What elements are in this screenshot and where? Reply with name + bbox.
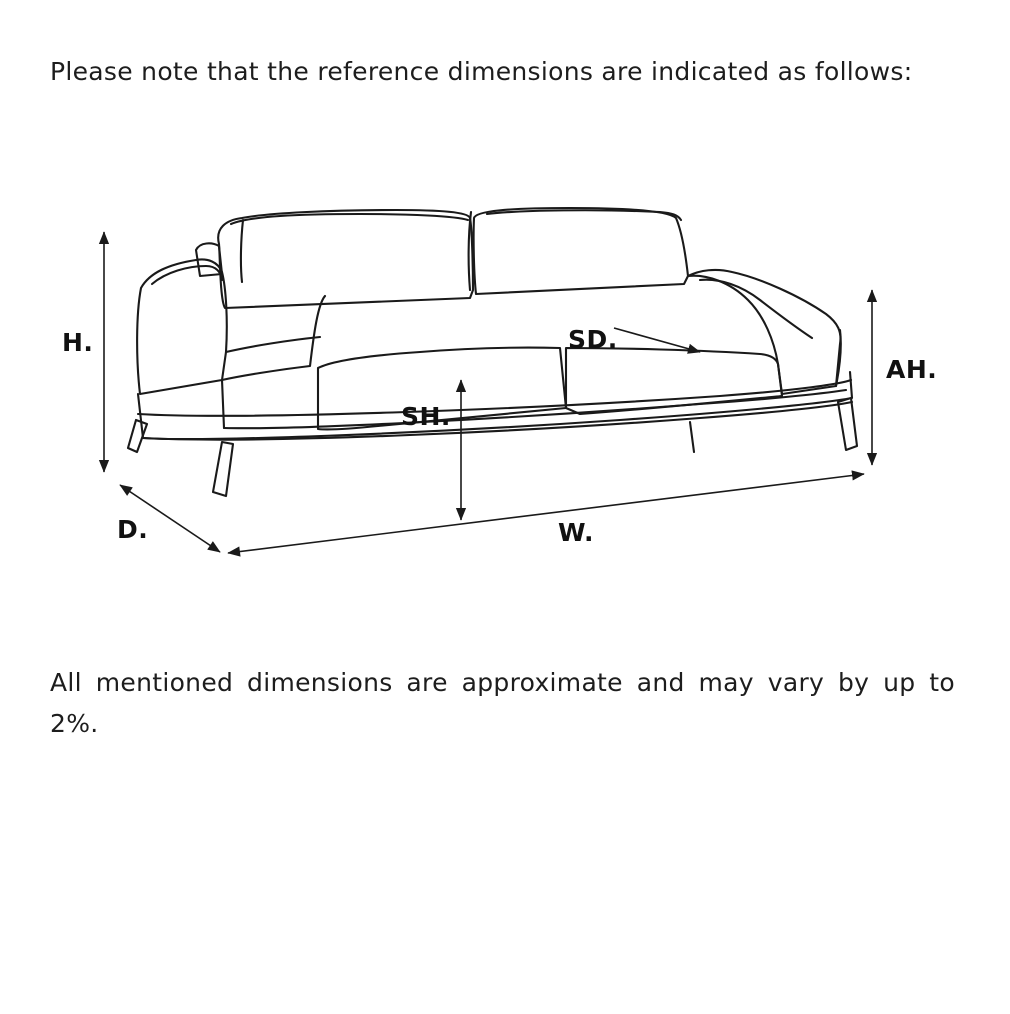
label-width: W. <box>558 518 595 547</box>
footer-paragraph: All mentioned dimensions are approximate and may vary by up to 2%. <box>50 668 955 739</box>
label-arm-height: AH. <box>886 355 938 384</box>
intro-paragraph: Please note that the reference dimensions are indicated as follows: <box>50 57 913 86</box>
sofa-dimension-diagram <box>0 180 1010 600</box>
sofa-illustration <box>128 208 857 496</box>
label-seat-height: SH. <box>401 402 451 431</box>
label-height: H. <box>62 328 94 357</box>
dimension-line-width <box>228 474 864 553</box>
label-seat-depth: SD. <box>568 325 618 354</box>
label-depth: D. <box>117 515 149 544</box>
